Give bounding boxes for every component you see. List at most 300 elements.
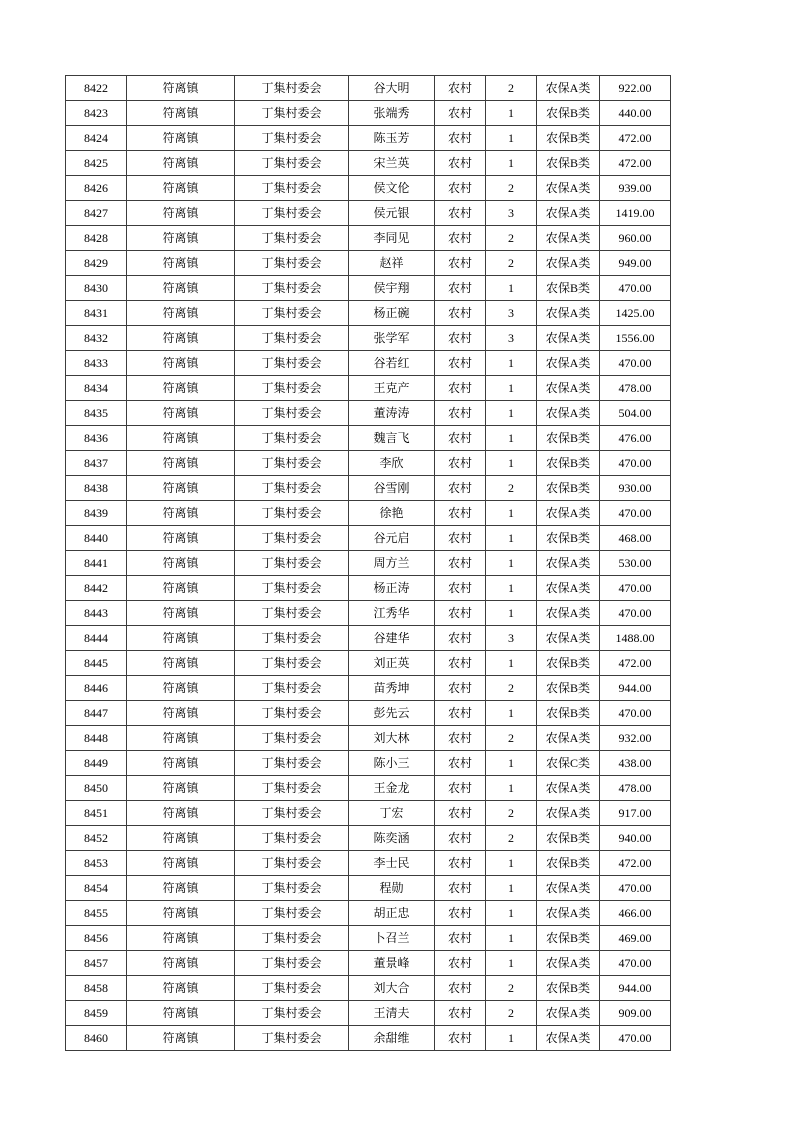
cell-type: 农村 (435, 851, 486, 876)
table-row (66, 701, 671, 726)
cell-amount: 440.00 (600, 101, 671, 126)
cell-insurance: 农保B类 (537, 126, 600, 151)
cell-insurance: 农保B类 (537, 526, 600, 551)
cell-amount: 470.00 (600, 601, 671, 626)
cell-id: 8439 (66, 501, 127, 526)
cell-village: 丁集村委会 (235, 801, 349, 826)
cell-village: 丁集村委会 (235, 1026, 349, 1051)
cell-name: 董景峰 (349, 951, 435, 976)
cell-count: 1 (486, 926, 537, 951)
cell-town: 符离镇 (127, 876, 235, 901)
cell-insurance: 农保B类 (537, 451, 600, 476)
cell-town: 符离镇 (127, 951, 235, 976)
cell-village: 丁集村委会 (235, 76, 349, 101)
cell-type: 农村 (435, 76, 486, 101)
cell-village: 丁集村委会 (235, 826, 349, 851)
cell-name: 陈玉芳 (349, 126, 435, 151)
cell-insurance: 农保A类 (537, 251, 600, 276)
cell-village: 丁集村委会 (235, 751, 349, 776)
cell-count: 1 (486, 276, 537, 301)
table-row (66, 376, 671, 401)
cell-count: 3 (486, 301, 537, 326)
cell-insurance: 农保A类 (537, 951, 600, 976)
cell-town: 符离镇 (127, 926, 235, 951)
cell-name: 陈奕涵 (349, 826, 435, 851)
cell-village: 丁集村委会 (235, 951, 349, 976)
cell-town: 符离镇 (127, 676, 235, 701)
cell-count: 2 (486, 76, 537, 101)
cell-type: 农村 (435, 276, 486, 301)
cell-insurance: 农保B类 (537, 826, 600, 851)
cell-id: 8435 (66, 401, 127, 426)
cell-name: 陈小三 (349, 751, 435, 776)
table-body (66, 76, 671, 1051)
table-row (66, 201, 671, 226)
cell-type: 农村 (435, 751, 486, 776)
cell-count: 1 (486, 701, 537, 726)
cell-insurance: 农保B类 (537, 651, 600, 676)
cell-name: 周方兰 (349, 551, 435, 576)
cell-town: 符离镇 (127, 151, 235, 176)
cell-town: 符离镇 (127, 526, 235, 551)
cell-id: 8426 (66, 176, 127, 201)
cell-amount: 438.00 (600, 751, 671, 776)
cell-town: 符离镇 (127, 726, 235, 751)
cell-type: 农村 (435, 126, 486, 151)
cell-id: 8431 (66, 301, 127, 326)
cell-name: 谷建华 (349, 626, 435, 651)
cell-name: 余甜维 (349, 1026, 435, 1051)
cell-type: 农村 (435, 176, 486, 201)
cell-insurance: 农保A类 (537, 726, 600, 751)
cell-name: 程勋 (349, 876, 435, 901)
cell-count: 1 (486, 451, 537, 476)
cell-insurance: 农保A类 (537, 201, 600, 226)
cell-type: 农村 (435, 426, 486, 451)
cell-id: 8430 (66, 276, 127, 301)
cell-count: 3 (486, 201, 537, 226)
cell-insurance: 农保A类 (537, 501, 600, 526)
cell-count: 2 (486, 176, 537, 201)
cell-village: 丁集村委会 (235, 676, 349, 701)
cell-count: 2 (486, 826, 537, 851)
cell-village: 丁集村委会 (235, 901, 349, 926)
cell-amount: 476.00 (600, 426, 671, 451)
cell-town: 符离镇 (127, 126, 235, 151)
cell-id: 8440 (66, 526, 127, 551)
cell-id: 8442 (66, 576, 127, 601)
cell-village: 丁集村委会 (235, 526, 349, 551)
cell-town: 符离镇 (127, 776, 235, 801)
cell-insurance: 农保A类 (537, 176, 600, 201)
cell-insurance: 农保B类 (537, 851, 600, 876)
cell-insurance: 农保B类 (537, 701, 600, 726)
cell-type: 农村 (435, 1026, 486, 1051)
cell-count: 1 (486, 401, 537, 426)
table-row (66, 426, 671, 451)
cell-count: 1 (486, 901, 537, 926)
cell-id: 8454 (66, 876, 127, 901)
cell-village: 丁集村委会 (235, 776, 349, 801)
cell-town: 符离镇 (127, 351, 235, 376)
table-row (66, 226, 671, 251)
cell-insurance: 农保B类 (537, 676, 600, 701)
table-row (66, 1001, 671, 1026)
cell-count: 2 (486, 976, 537, 1001)
cell-type: 农村 (435, 976, 486, 1001)
cell-id: 8447 (66, 701, 127, 726)
cell-amount: 939.00 (600, 176, 671, 201)
cell-town: 符离镇 (127, 201, 235, 226)
cell-id: 8457 (66, 951, 127, 976)
table-row (66, 251, 671, 276)
cell-count: 1 (486, 376, 537, 401)
cell-insurance: 农保B类 (537, 276, 600, 301)
cell-type: 农村 (435, 901, 486, 926)
cell-village: 丁集村委会 (235, 276, 349, 301)
cell-amount: 470.00 (600, 701, 671, 726)
cell-village: 丁集村委会 (235, 226, 349, 251)
cell-id: 8441 (66, 551, 127, 576)
cell-count: 1 (486, 651, 537, 676)
cell-id: 8452 (66, 826, 127, 851)
cell-type: 农村 (435, 576, 486, 601)
cell-count: 2 (486, 251, 537, 276)
cell-name: 李士民 (349, 851, 435, 876)
table-row (66, 751, 671, 776)
cell-town: 符离镇 (127, 451, 235, 476)
cell-village: 丁集村委会 (235, 851, 349, 876)
cell-amount: 470.00 (600, 351, 671, 376)
cell-insurance: 农保A类 (537, 776, 600, 801)
cell-type: 农村 (435, 701, 486, 726)
cell-id: 8459 (66, 1001, 127, 1026)
cell-amount: 504.00 (600, 401, 671, 426)
table-row (66, 276, 671, 301)
cell-village: 丁集村委会 (235, 926, 349, 951)
cell-count: 1 (486, 551, 537, 576)
cell-count: 1 (486, 101, 537, 126)
table-row (66, 626, 671, 651)
cell-village: 丁集村委会 (235, 401, 349, 426)
cell-count: 1 (486, 126, 537, 151)
cell-village: 丁集村委会 (235, 876, 349, 901)
cell-name: 苗秀坤 (349, 676, 435, 701)
cell-town: 符离镇 (127, 976, 235, 1001)
cell-village: 丁集村委会 (235, 576, 349, 601)
cell-amount: 466.00 (600, 901, 671, 926)
cell-amount: 470.00 (600, 501, 671, 526)
cell-id: 8455 (66, 901, 127, 926)
cell-name: 彭先云 (349, 701, 435, 726)
table-row (66, 76, 671, 101)
cell-id: 8424 (66, 126, 127, 151)
cell-village: 丁集村委会 (235, 651, 349, 676)
cell-count: 1 (486, 601, 537, 626)
cell-village: 丁集村委会 (235, 201, 349, 226)
table-row (66, 126, 671, 151)
cell-village: 丁集村委会 (235, 476, 349, 501)
cell-type: 农村 (435, 151, 486, 176)
cell-type: 农村 (435, 401, 486, 426)
table-row (66, 601, 671, 626)
cell-town: 符离镇 (127, 1026, 235, 1051)
cell-village: 丁集村委会 (235, 326, 349, 351)
table-row (66, 976, 671, 1001)
cell-id: 8436 (66, 426, 127, 451)
cell-town: 符离镇 (127, 426, 235, 451)
cell-type: 农村 (435, 776, 486, 801)
cell-name: 赵祥 (349, 251, 435, 276)
cell-village: 丁集村委会 (235, 426, 349, 451)
cell-name: 刘正英 (349, 651, 435, 676)
cell-amount: 468.00 (600, 526, 671, 551)
table-row (66, 1026, 671, 1051)
cell-town: 符离镇 (127, 826, 235, 851)
cell-count: 1 (486, 151, 537, 176)
cell-amount: 469.00 (600, 926, 671, 951)
cell-type: 农村 (435, 376, 486, 401)
cell-type: 农村 (435, 351, 486, 376)
cell-type: 农村 (435, 226, 486, 251)
cell-count: 1 (486, 876, 537, 901)
cell-town: 符离镇 (127, 401, 235, 426)
table-row (66, 576, 671, 601)
cell-town: 符离镇 (127, 376, 235, 401)
cell-town: 符离镇 (127, 701, 235, 726)
cell-name: 李欣 (349, 451, 435, 476)
cell-count: 1 (486, 526, 537, 551)
cell-count: 3 (486, 626, 537, 651)
table-row (66, 551, 671, 576)
cell-town: 符离镇 (127, 576, 235, 601)
cell-name: 刘大林 (349, 726, 435, 751)
cell-amount: 917.00 (600, 801, 671, 826)
table-row (66, 926, 671, 951)
cell-insurance: 农保A类 (537, 576, 600, 601)
cell-amount: 960.00 (600, 226, 671, 251)
cell-village: 丁集村委会 (235, 601, 349, 626)
cell-village: 丁集村委会 (235, 551, 349, 576)
table-row (66, 876, 671, 901)
cell-amount: 470.00 (600, 876, 671, 901)
cell-village: 丁集村委会 (235, 101, 349, 126)
cell-name: 侯文伦 (349, 176, 435, 201)
cell-id: 8433 (66, 351, 127, 376)
cell-id: 8422 (66, 76, 127, 101)
cell-insurance: 农保A类 (537, 1001, 600, 1026)
cell-count: 2 (486, 226, 537, 251)
table-row (66, 151, 671, 176)
cell-id: 8458 (66, 976, 127, 1001)
cell-insurance: 农保A类 (537, 1026, 600, 1051)
table-row (66, 476, 671, 501)
cell-name: 胡正忠 (349, 901, 435, 926)
cell-type: 农村 (435, 251, 486, 276)
cell-insurance: 农保A类 (537, 901, 600, 926)
cell-count: 1 (486, 426, 537, 451)
cell-amount: 1556.00 (600, 326, 671, 351)
cell-insurance: 农保B类 (537, 101, 600, 126)
cell-id: 8449 (66, 751, 127, 776)
cell-type: 农村 (435, 301, 486, 326)
cell-insurance: 农保A类 (537, 351, 600, 376)
cell-count: 2 (486, 476, 537, 501)
cell-town: 符离镇 (127, 326, 235, 351)
cell-count: 2 (486, 726, 537, 751)
table-row (66, 401, 671, 426)
cell-count: 1 (486, 776, 537, 801)
cell-amount: 944.00 (600, 976, 671, 1001)
cell-town: 符离镇 (127, 901, 235, 926)
cell-amount: 472.00 (600, 651, 671, 676)
cell-insurance: 农保A类 (537, 401, 600, 426)
benefit-table (65, 75, 671, 1051)
cell-village: 丁集村委会 (235, 701, 349, 726)
cell-name: 杨正涛 (349, 576, 435, 601)
cell-type: 农村 (435, 526, 486, 551)
cell-type: 农村 (435, 601, 486, 626)
cell-type: 农村 (435, 551, 486, 576)
cell-insurance: 农保B类 (537, 426, 600, 451)
cell-type: 农村 (435, 726, 486, 751)
cell-town: 符离镇 (127, 801, 235, 826)
cell-id: 8434 (66, 376, 127, 401)
cell-amount: 932.00 (600, 726, 671, 751)
cell-town: 符离镇 (127, 276, 235, 301)
cell-insurance: 农保A类 (537, 626, 600, 651)
cell-count: 1 (486, 501, 537, 526)
cell-name: 侯宇翔 (349, 276, 435, 301)
cell-town: 符离镇 (127, 101, 235, 126)
cell-count: 1 (486, 351, 537, 376)
cell-type: 农村 (435, 626, 486, 651)
cell-id: 8446 (66, 676, 127, 701)
cell-type: 农村 (435, 201, 486, 226)
cell-name: 卜召兰 (349, 926, 435, 951)
table-row (66, 776, 671, 801)
table-row (66, 326, 671, 351)
cell-type: 农村 (435, 951, 486, 976)
table-row (66, 526, 671, 551)
cell-type: 农村 (435, 326, 486, 351)
cell-amount: 940.00 (600, 826, 671, 851)
cell-name: 谷大明 (349, 76, 435, 101)
cell-name: 张端秀 (349, 101, 435, 126)
cell-count: 1 (486, 751, 537, 776)
cell-village: 丁集村委会 (235, 301, 349, 326)
cell-town: 符离镇 (127, 251, 235, 276)
cell-id: 8450 (66, 776, 127, 801)
cell-type: 农村 (435, 1001, 486, 1026)
cell-amount: 470.00 (600, 576, 671, 601)
table-row (66, 851, 671, 876)
table-row (66, 351, 671, 376)
cell-insurance: 农保B类 (537, 926, 600, 951)
cell-village: 丁集村委会 (235, 376, 349, 401)
cell-id: 8432 (66, 326, 127, 351)
cell-name: 侯元银 (349, 201, 435, 226)
cell-insurance: 农保B类 (537, 476, 600, 501)
cell-town: 符离镇 (127, 751, 235, 776)
cell-type: 农村 (435, 501, 486, 526)
cell-town: 符离镇 (127, 501, 235, 526)
cell-type: 农村 (435, 826, 486, 851)
cell-id: 8460 (66, 1026, 127, 1051)
cell-id: 8453 (66, 851, 127, 876)
cell-name: 杨正碗 (349, 301, 435, 326)
cell-type: 农村 (435, 451, 486, 476)
cell-amount: 472.00 (600, 126, 671, 151)
cell-id: 8451 (66, 801, 127, 826)
cell-town: 符离镇 (127, 651, 235, 676)
cell-name: 宋兰英 (349, 151, 435, 176)
cell-village: 丁集村委会 (235, 151, 349, 176)
cell-name: 张学军 (349, 326, 435, 351)
cell-name: 李同见 (349, 226, 435, 251)
cell-village: 丁集村委会 (235, 726, 349, 751)
cell-insurance: 农保A类 (537, 326, 600, 351)
cell-id: 8438 (66, 476, 127, 501)
cell-name: 董涛涛 (349, 401, 435, 426)
cell-amount: 909.00 (600, 1001, 671, 1026)
cell-type: 农村 (435, 876, 486, 901)
cell-name: 徐艳 (349, 501, 435, 526)
cell-amount: 470.00 (600, 451, 671, 476)
table-row (66, 501, 671, 526)
cell-count: 1 (486, 851, 537, 876)
cell-town: 符离镇 (127, 176, 235, 201)
cell-id: 8429 (66, 251, 127, 276)
cell-town: 符离镇 (127, 76, 235, 101)
cell-count: 2 (486, 1001, 537, 1026)
table-row (66, 301, 671, 326)
cell-amount: 472.00 (600, 851, 671, 876)
cell-insurance: 农保A类 (537, 876, 600, 901)
cell-insurance: 农保A类 (537, 801, 600, 826)
cell-insurance: 农保C类 (537, 751, 600, 776)
cell-name: 谷若红 (349, 351, 435, 376)
cell-amount: 944.00 (600, 676, 671, 701)
cell-amount: 922.00 (600, 76, 671, 101)
cell-count: 1 (486, 576, 537, 601)
cell-id: 8437 (66, 451, 127, 476)
cell-town: 符离镇 (127, 851, 235, 876)
cell-town: 符离镇 (127, 551, 235, 576)
cell-insurance: 农保A类 (537, 551, 600, 576)
cell-count: 2 (486, 801, 537, 826)
table-row (66, 676, 671, 701)
cell-id: 8423 (66, 101, 127, 126)
cell-count: 2 (486, 676, 537, 701)
cell-count: 1 (486, 1026, 537, 1051)
table-row (66, 826, 671, 851)
cell-id: 8444 (66, 626, 127, 651)
cell-id: 8427 (66, 201, 127, 226)
cell-name: 谷元启 (349, 526, 435, 551)
cell-insurance: 农保A类 (537, 226, 600, 251)
cell-amount: 478.00 (600, 776, 671, 801)
cell-name: 王清夫 (349, 1001, 435, 1026)
cell-insurance: 农保B类 (537, 151, 600, 176)
cell-insurance: 农保A类 (537, 376, 600, 401)
cell-name: 王金龙 (349, 776, 435, 801)
cell-town: 符离镇 (127, 476, 235, 501)
cell-village: 丁集村委会 (235, 126, 349, 151)
table-row (66, 901, 671, 926)
cell-count: 3 (486, 326, 537, 351)
cell-name: 丁宏 (349, 801, 435, 826)
